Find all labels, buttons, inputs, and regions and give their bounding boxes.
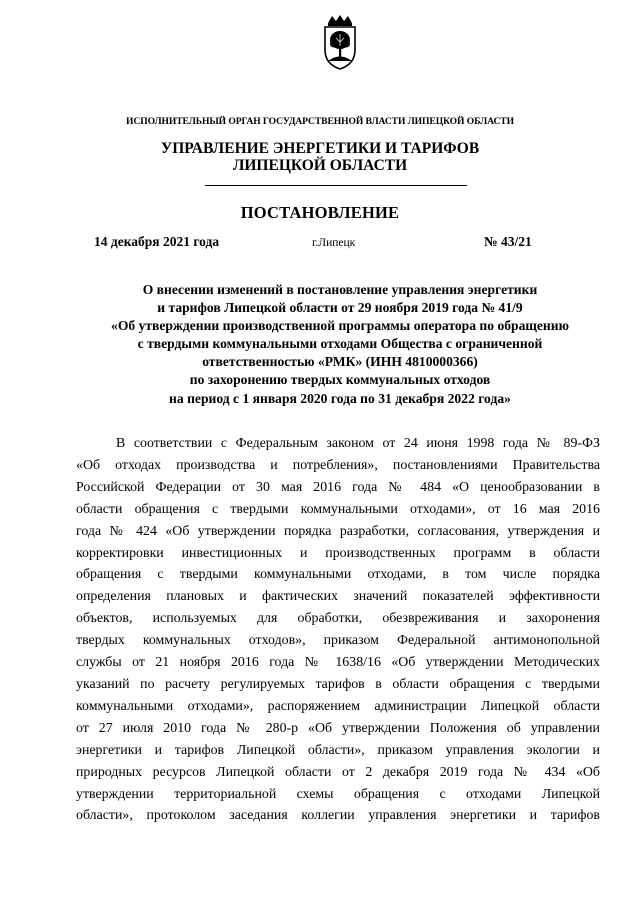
document-type-title: ПОСТАНОВЛЕНИЕ: [240, 203, 400, 222]
body-line: утверждении территориальной схемы обращения с отходами Липецкой: [76, 786, 600, 802]
body-line: области обращения с твердыми коммунальными отходами», от 16 мая 2016: [76, 501, 600, 517]
organization-line: ИСПОЛНИТЕЛЬНЫЙ ОРГАН ГОСУДАРСТВЕННОЙ ВЛАСТИ ЛИПЕЦКОЙ ОБЛАСТИ: [126, 116, 514, 127]
coat-of-arms-icon: [319, 14, 361, 70]
subject-line: и тарифов Липецкой области от 29 ноября 2019 года № 41/9: [157, 300, 523, 316]
department-name-line-1: УПРАВЛЕНИЕ ЭНЕРГЕТИКИ И ТАРИФОВ: [160, 140, 480, 157]
subject-line: на период с 1 января 2020 года по 31 декабря 2022 года»: [169, 390, 511, 406]
body-line: службы от 21 ноября 2016 года № 1638/16 «Об утверждении Методических: [76, 655, 600, 671]
body-line: обращения с твердыми коммунальными отходами, в том числе порядка: [76, 567, 600, 583]
body-line: указаний по расчету регулируемых тарифов в области обращения с твердыми: [76, 676, 600, 692]
document-place: г.Липецк: [312, 237, 356, 249]
document-subject: [60, 281, 620, 408]
subject-line: ответственностью «РМК» (ИНН 4810000366): [202, 354, 478, 370]
subject-line: с твердыми коммунальными отходами Общества с ограниченной: [137, 336, 543, 352]
body-paragraph: [76, 433, 600, 827]
body-line: «Об отходах производства и потребления», постановлениями Правительства: [76, 457, 600, 473]
body-line: Российской Федерации от 30 мая 2016 года № 484 «О ценообразовании в: [76, 479, 600, 495]
body-line: объектов, используемых для обработки, обезвреживания и захоронения: [76, 611, 600, 627]
body-line: определения плановых и фактических значений показателей эффективности: [76, 589, 600, 605]
body-line: В соответствии с Федеральным законом от 24 июня 1998 года № 89-ФЗ: [116, 436, 600, 451]
body-line: года № 424 «Об утверждении порядка разработки, согласования, утверждения и: [76, 523, 600, 539]
body-line: корректировки инвестиционных и производственных программ в области: [76, 545, 600, 561]
body-line: коммунальными отходами», распоряжением администрации Липецкой области: [76, 698, 600, 714]
body-line: от 27 июля 2010 года № 280-р «Об утверждении Положения об управлении: [76, 720, 600, 736]
department-name: [0, 140, 640, 174]
body-line: природных ресурсов Липецкой области от 2 декабря 2019 года № 434 «Об: [76, 764, 600, 780]
subject-line: «Об утверждении производственной программы оператора по обращению: [111, 318, 569, 334]
subject-line: О внесении изменений в постановление управления энергетики: [142, 282, 538, 297]
body-line: твердых коммунальных отходов», приказом Федеральной антимонопольной: [76, 633, 600, 649]
document-number: № 43/21: [484, 234, 532, 249]
subject-line: по захоронению твердых коммунальных отходов: [189, 372, 491, 388]
body-line: области», протоколом заседания коллегии управления энергетики и тарифов: [76, 808, 600, 824]
document-date: 14 декабря 2021 года: [94, 234, 220, 249]
header-divider: [205, 185, 467, 186]
department-name-line-2: ЛИПЕЦКОЙ ОБЛАСТИ: [232, 157, 408, 174]
body-line: энергетики и тарифов Липецкой области», приказом управления экологии и: [76, 742, 600, 758]
